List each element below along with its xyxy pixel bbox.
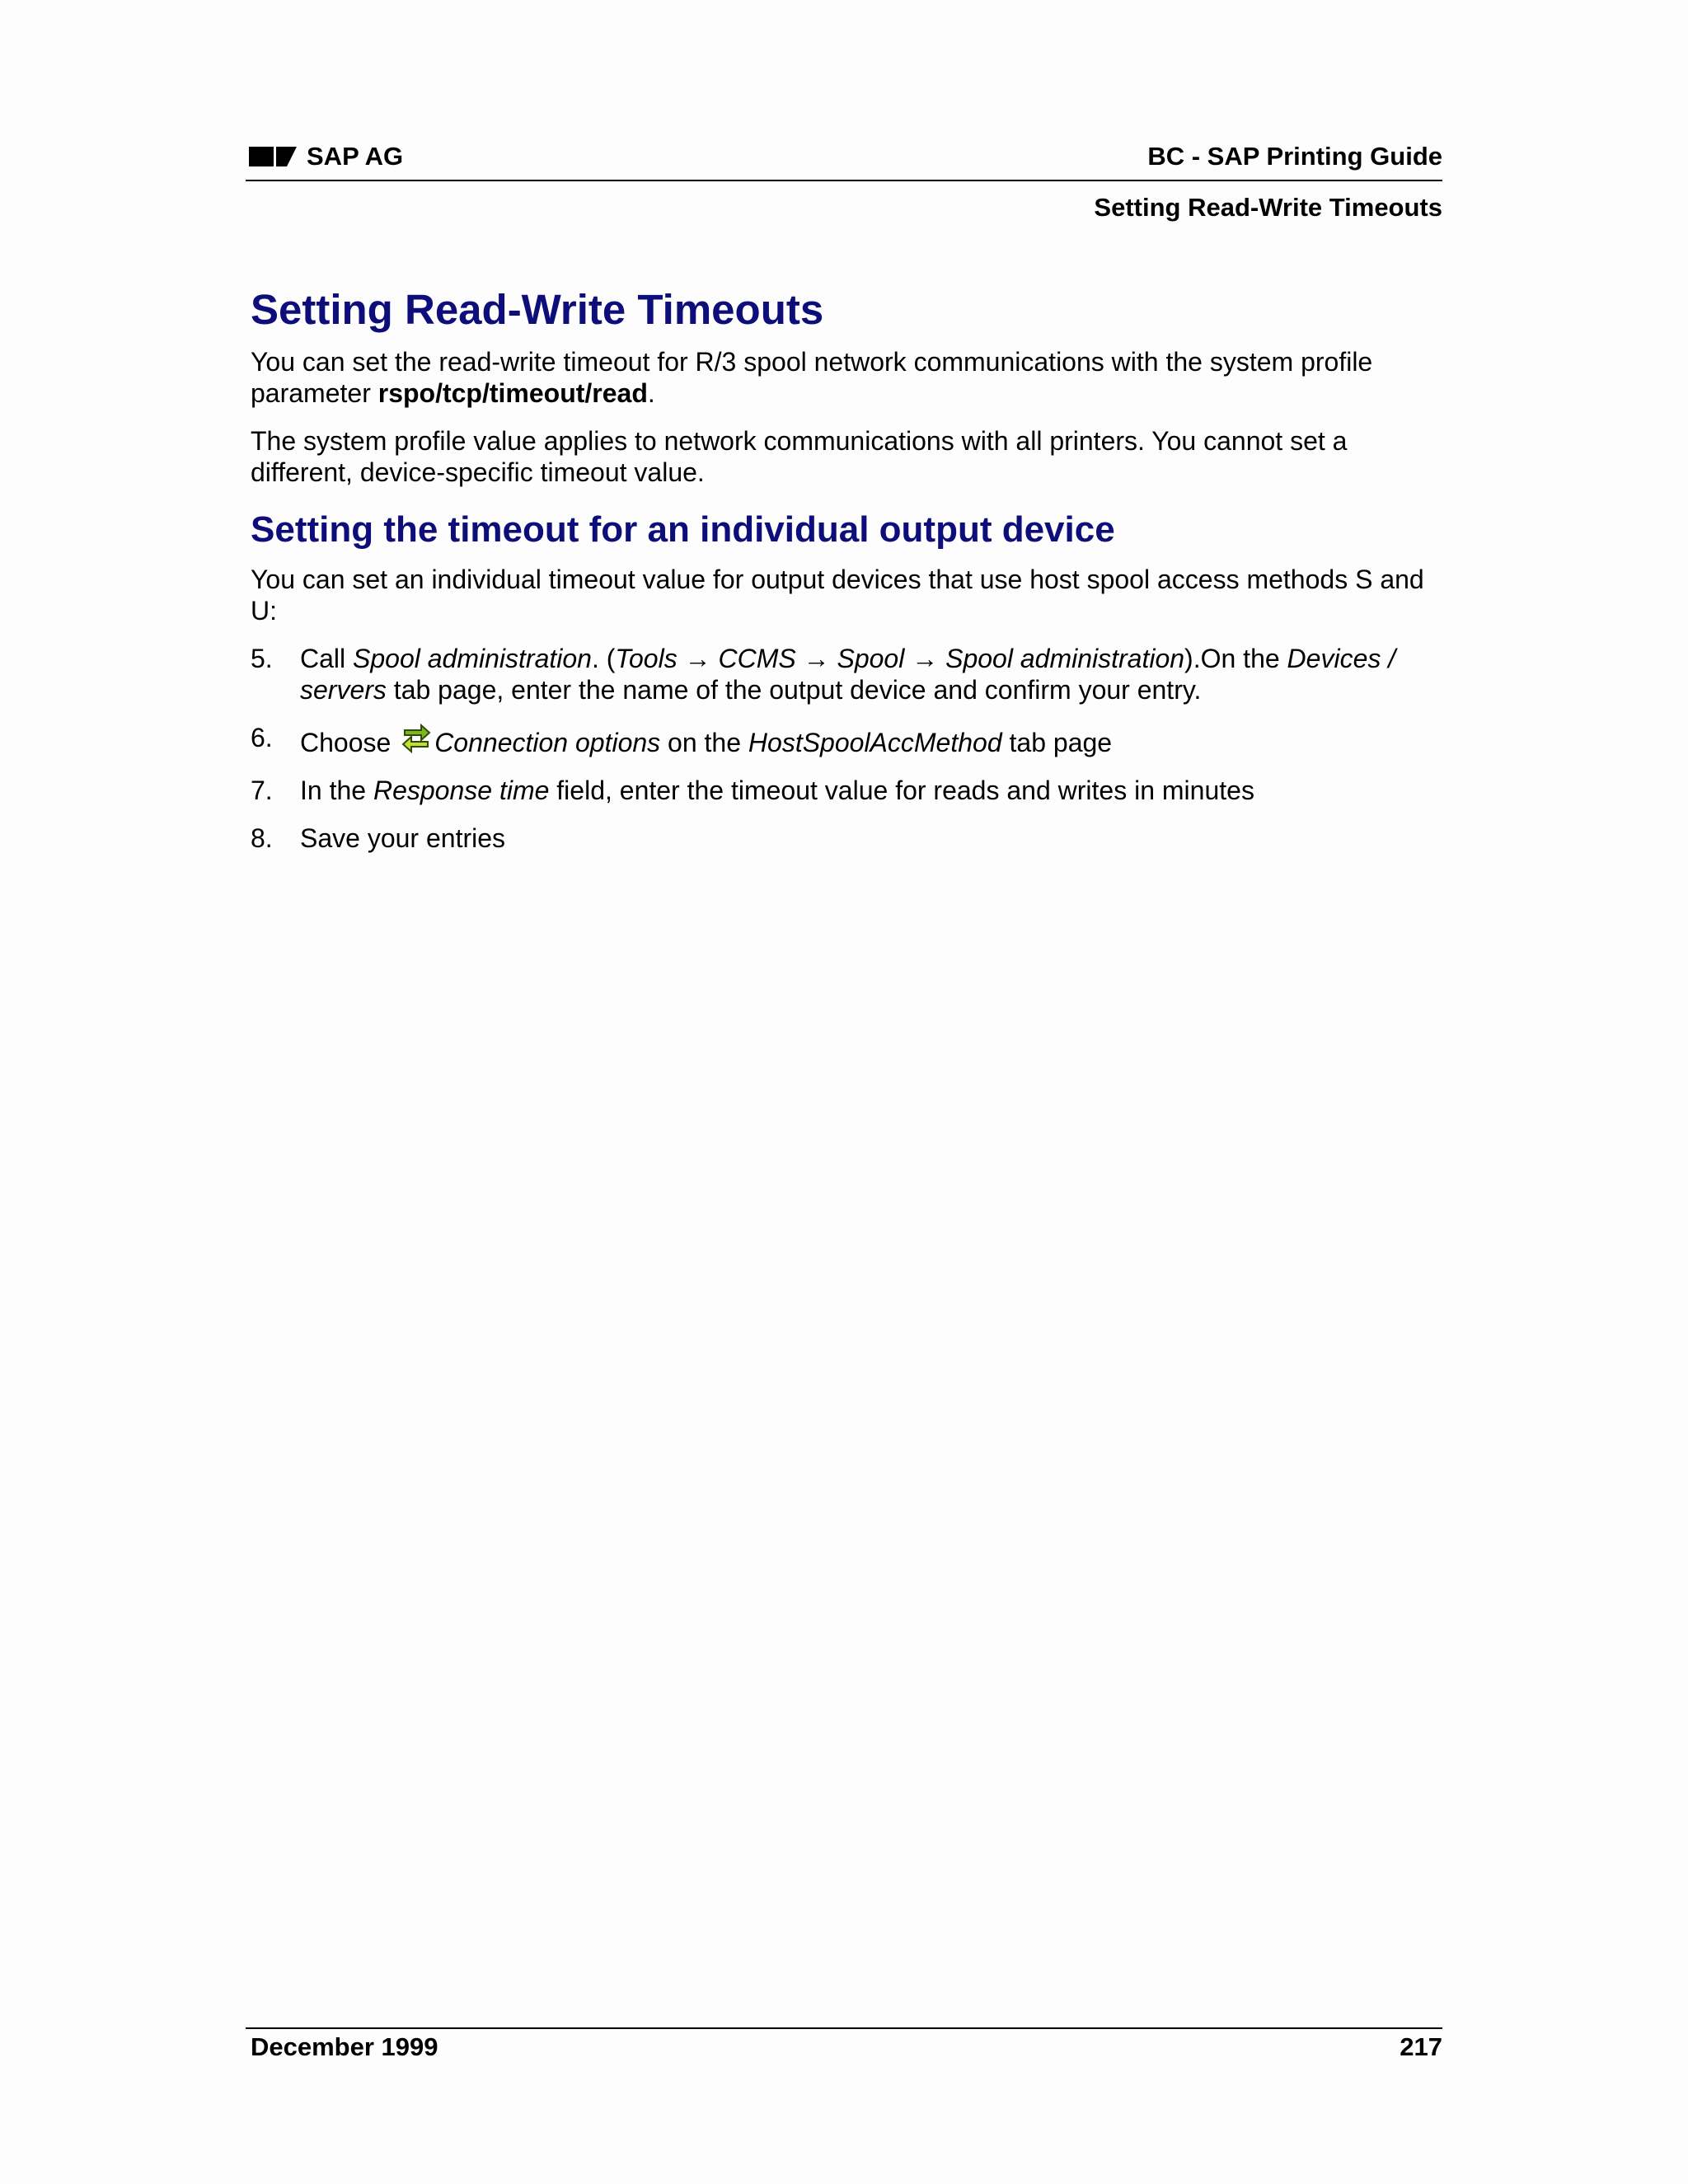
company-logo (249, 142, 403, 171)
list-item (251, 643, 1446, 705)
section-subtitle: Setting the timeout for an individual output device (251, 509, 1115, 550)
steps-list (251, 643, 1446, 854)
step-number: 8. (251, 823, 273, 853)
menu-tools: Tools (615, 644, 678, 673)
step-text: tab page, enter the name of the output device and confirm your entry. (386, 675, 1202, 705)
intro-end: . (647, 378, 655, 408)
profile-parameter: rspo/tcp/timeout/read (377, 378, 648, 408)
page-header (249, 137, 1442, 170)
connection-options-label: Connection options (434, 728, 661, 757)
scope-paragraph: The system profile value applies to network communications with all printers. You cannot set a different, device-specific timeout value. (251, 426, 1348, 487)
step-text: In the (300, 776, 373, 805)
list-item (251, 775, 1446, 806)
guide-title: BC - SAP Printing Guide (1147, 142, 1442, 171)
step-number: 6. (251, 723, 273, 752)
tab-devices-servers: Devices / servers (300, 644, 1396, 705)
footer-rule (246, 2027, 1442, 2029)
step-text: Call (300, 644, 354, 673)
header-rule (246, 180, 1442, 181)
list-item (251, 722, 1446, 758)
intro-paragraph (251, 346, 1446, 409)
menu-ccms: CCMS (718, 644, 796, 673)
step-text: tab page (1001, 728, 1113, 757)
step-text: Save your entries (300, 823, 506, 853)
menu-spool-administration-path: Spool administration (945, 644, 1185, 673)
response-time-field: Response time (373, 776, 550, 805)
menu-spool: Spool (837, 644, 905, 673)
page-number: 217 (1400, 2032, 1442, 2061)
step-text: ).On the (1184, 644, 1287, 673)
step-text: on the (660, 728, 748, 757)
menu-spool-administration: Spool administration (353, 644, 592, 673)
header-section-title: Setting Read-Write Timeouts (1094, 193, 1442, 222)
arrow-icon: → (684, 644, 711, 673)
step-text: field, enter the timeout value for reads and writes in minutes (549, 776, 1254, 805)
main-content (251, 280, 1446, 854)
tab-hostspoolaccmethod: HostSpoolAccMethod (748, 728, 1002, 757)
step-number: 5. (251, 644, 273, 673)
step-text: . ( (591, 644, 616, 673)
intro-text: You can set the read-write timeout for R/3 spool network communications with the system profile parameter (251, 347, 1373, 408)
sub-intro-paragraph: You can set an individual timeout value for output devices that use host spool access methods S and U: (251, 565, 1424, 626)
step-number: 7. (251, 776, 273, 805)
page-title: Setting Read-Write Timeouts (251, 286, 824, 333)
company-name: SAP AG (307, 142, 404, 171)
step-text: Choose (300, 728, 399, 757)
footer-date: December 1999 (251, 2032, 438, 2061)
connection-options-icon (400, 722, 433, 755)
sap-logo-icon (249, 146, 297, 167)
arrow-icon: → (803, 644, 830, 673)
list-item (251, 823, 1446, 854)
arrow-icon: → (912, 644, 939, 673)
